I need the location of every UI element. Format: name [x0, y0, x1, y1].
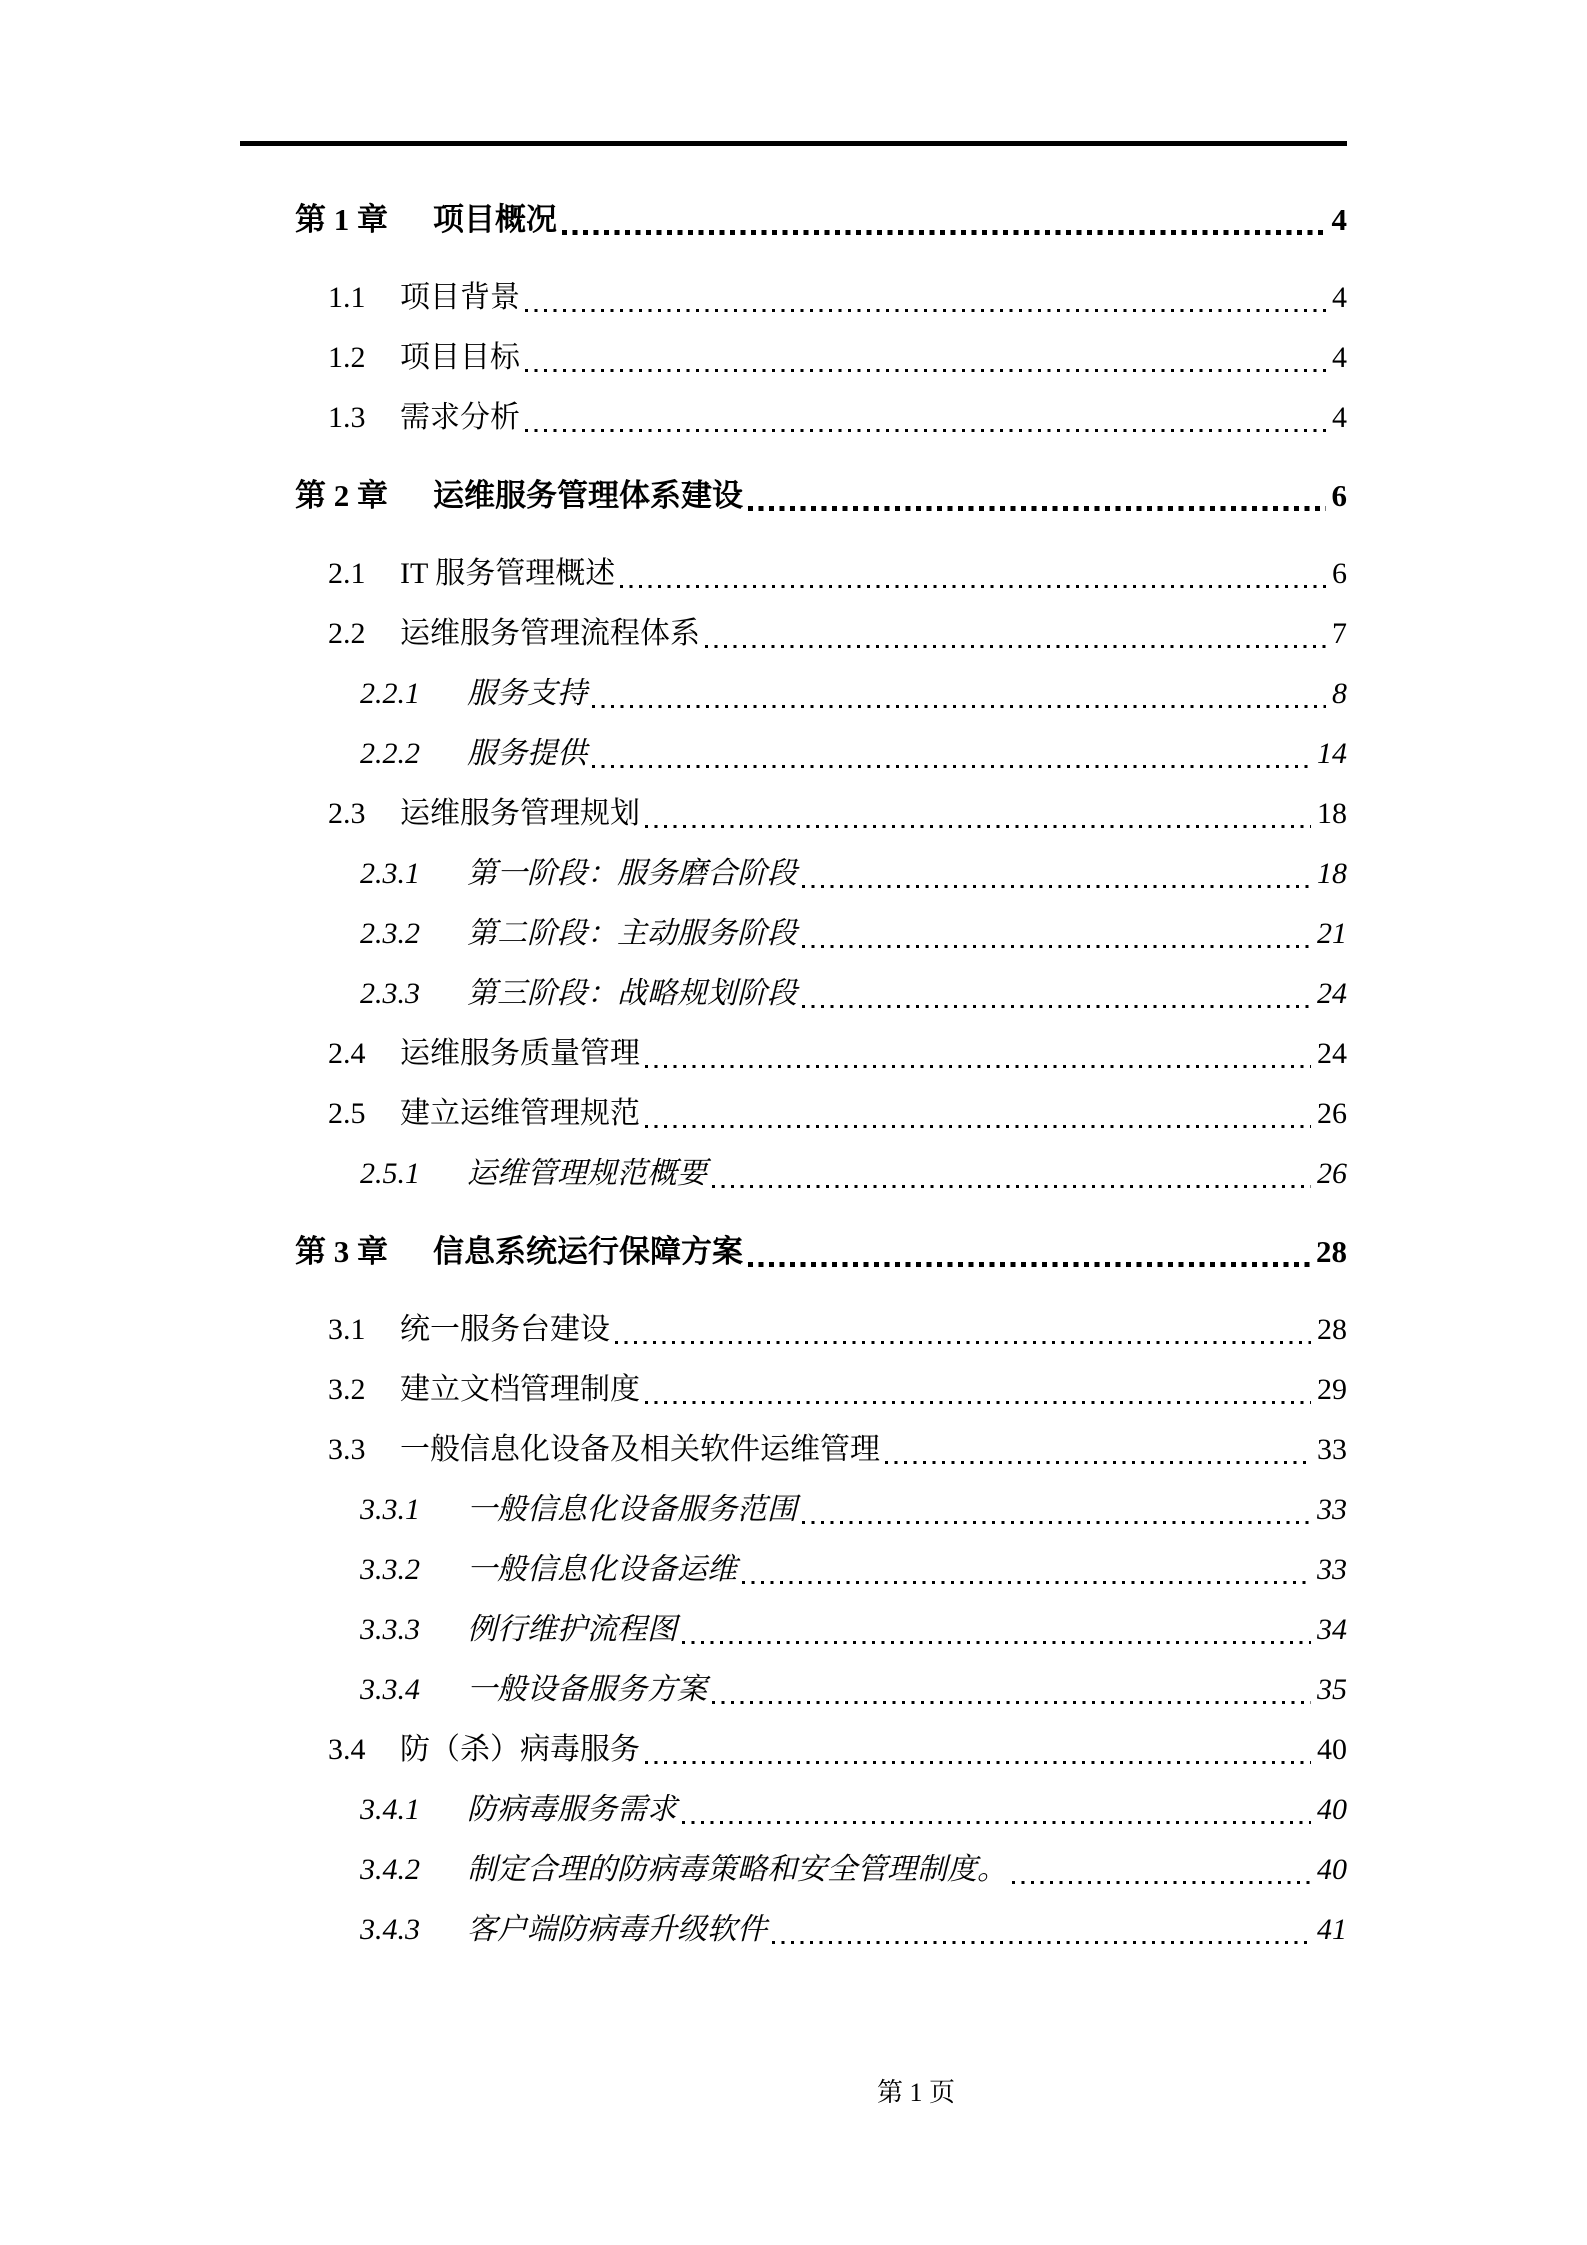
- toc-entry[interactable]: [240, 904, 1347, 964]
- toc-entry-page: 4: [1332, 341, 1347, 374]
- toc-entry-page: 24: [1317, 977, 1347, 1010]
- toc-entry-page: 4: [1331, 202, 1347, 237]
- toc-entry[interactable]: [240, 784, 1347, 844]
- toc-entry-number: 3.3.3: [360, 1613, 420, 1646]
- toc: [240, 172, 1347, 1960]
- toc-entry-page: 28: [1316, 1234, 1347, 1269]
- toc-entry-number: 第 3 章: [295, 1234, 388, 1269]
- toc-entry[interactable]: [240, 964, 1347, 1024]
- toc-leader-dots: [767, 1900, 1317, 1960]
- toc-entry[interactable]: [240, 1360, 1347, 1420]
- toc-entry[interactable]: [240, 328, 1347, 388]
- toc-entry-page: 34: [1317, 1613, 1347, 1646]
- toc-entry-page: 33: [1317, 1433, 1347, 1466]
- toc-entry-title: 防（杀）病毒服务: [400, 1733, 640, 1766]
- toc-entry[interactable]: [240, 1900, 1347, 1960]
- toc-entry[interactable]: [240, 1024, 1347, 1084]
- toc-entry-number: 3.1: [328, 1313, 366, 1346]
- toc-entry-title: 例行维护流程图: [467, 1613, 677, 1646]
- toc-entry-title: 建立运维管理规范: [400, 1097, 640, 1130]
- toc-entry-number: 3.3.4: [360, 1673, 420, 1706]
- toc-entry[interactable]: [240, 844, 1347, 904]
- toc-entry-number: 2.3: [328, 797, 366, 830]
- toc-entry-number: 2.3.3: [360, 977, 420, 1010]
- toc-entry-page: 40: [1317, 1733, 1347, 1766]
- toc-leader-dots: [797, 964, 1317, 1024]
- toc-entry-page: 18: [1317, 857, 1347, 890]
- toc-entry-title: 项目目标: [400, 341, 520, 374]
- toc-entry[interactable]: [240, 724, 1347, 784]
- toc-entry[interactable]: [240, 1600, 1347, 1660]
- toc-entry[interactable]: [240, 1222, 1347, 1282]
- toc-entry-title: IT 服务管理概述: [400, 557, 616, 590]
- toc-leader-dots: [640, 1720, 1317, 1780]
- toc-entry-title: 一般信息化设备服务范围: [467, 1493, 797, 1526]
- toc-leader-dots: [640, 1360, 1317, 1420]
- toc-entry-number: 2.3.2: [360, 917, 420, 950]
- toc-leader-dots: [737, 1540, 1317, 1600]
- toc-entry-number: 1.3: [328, 401, 366, 434]
- toc-entry[interactable]: [240, 1480, 1347, 1540]
- page-footer: 第 1 页: [877, 2078, 956, 2107]
- toc-entry-page: 24: [1317, 1037, 1347, 1070]
- toc-entry[interactable]: [240, 604, 1347, 664]
- toc-entry-number: 2.2: [328, 617, 366, 650]
- toc-entry-title: 一般设备服务方案: [467, 1673, 707, 1706]
- toc-entry-page: 28: [1317, 1313, 1347, 1346]
- toc-entry-page: 41: [1317, 1913, 1347, 1946]
- toc-entry-title: 信息系统运行保障方案: [433, 1234, 743, 1269]
- toc-entry-page: 7: [1332, 617, 1347, 650]
- toc-entry-page: 35: [1317, 1673, 1347, 1706]
- toc-entry-title: 运维服务管理体系建设: [433, 478, 743, 513]
- toc-leader-dots: [615, 544, 1332, 604]
- toc-entry-number: 2.4: [328, 1037, 366, 1070]
- toc-entry-number: 第 2 章: [295, 478, 388, 513]
- toc-entry-title: 项目背景: [400, 281, 520, 314]
- toc-entry-page: 26: [1317, 1157, 1347, 1190]
- toc-entry-page: 40: [1317, 1793, 1347, 1826]
- toc-entry-number: 3.3: [328, 1433, 366, 1466]
- toc-leader-dots: [640, 784, 1317, 844]
- toc-entry-number: 2.1: [328, 557, 366, 590]
- toc-entry-page: 6: [1332, 557, 1347, 590]
- toc-leader-dots: [1007, 1840, 1317, 1900]
- toc-entry-page: 33: [1317, 1493, 1347, 1526]
- toc-entry-number: 3.2: [328, 1373, 366, 1406]
- toc-entry-title: 一般信息化设备及相关软件运维管理: [400, 1433, 880, 1466]
- toc-leader-dots: [707, 1144, 1317, 1204]
- toc-leader-dots: [640, 1084, 1317, 1144]
- toc-entry[interactable]: [240, 1300, 1347, 1360]
- toc-entry-number: 1.1: [328, 281, 366, 314]
- toc-entry-title: 运维管理规范概要: [467, 1157, 707, 1190]
- toc-entry[interactable]: [240, 1144, 1347, 1204]
- toc-entry-title: 运维服务质量管理: [400, 1037, 640, 1070]
- toc-entry[interactable]: [240, 1780, 1347, 1840]
- toc-entry[interactable]: [240, 268, 1347, 328]
- toc-leader-dots: [797, 844, 1317, 904]
- header-rule: [240, 141, 1347, 146]
- toc-entry-number: 2.3.1: [360, 857, 420, 890]
- toc-entry-page: 40: [1317, 1853, 1347, 1886]
- toc-entry-title: 运维服务管理流程体系: [400, 617, 700, 650]
- toc-entry-page: 14: [1317, 737, 1347, 770]
- toc-entry[interactable]: [240, 1840, 1347, 1900]
- toc-entry[interactable]: [240, 1660, 1347, 1720]
- toc-entry-number: 2.5: [328, 1097, 366, 1130]
- toc-entry[interactable]: [240, 388, 1347, 448]
- toc-leader-dots: [520, 268, 1332, 328]
- toc-entry-page: 18: [1317, 797, 1347, 830]
- toc-entry-title: 项目概况: [433, 202, 557, 237]
- toc-entry-title: 客户端防病毒升级软件: [467, 1913, 767, 1946]
- toc-leader-dots: [677, 1600, 1317, 1660]
- toc-leader-dots: [557, 190, 1332, 250]
- toc-entry-number: 1.2: [328, 341, 366, 374]
- toc-leader-dots: [610, 1300, 1317, 1360]
- toc-entry-title: 第二阶段：主动服务阶段: [467, 917, 797, 950]
- toc-entry-page: 4: [1332, 401, 1347, 434]
- toc-leader-dots: [587, 724, 1317, 784]
- toc-entry-number: 3.3.1: [360, 1493, 420, 1526]
- toc-entry[interactable]: [240, 1540, 1347, 1600]
- toc-entry-number: 3.4.2: [360, 1853, 420, 1886]
- toc-entry-number: 3.4.3: [360, 1913, 420, 1946]
- toc-leader-dots: [520, 388, 1332, 448]
- toc-entry-title: 服务提供: [467, 737, 587, 770]
- toc-entry-page: 4: [1332, 281, 1347, 314]
- toc-entry[interactable]: [240, 664, 1347, 724]
- toc-entry-title: 需求分析: [400, 401, 520, 434]
- toc-entry-number: 3.3.2: [360, 1553, 420, 1586]
- toc-entry-page: 29: [1317, 1373, 1347, 1406]
- toc-leader-dots: [677, 1780, 1317, 1840]
- toc-entry-page: 21: [1317, 917, 1347, 950]
- toc-entry-number: 2.5.1: [360, 1157, 420, 1190]
- toc-entry[interactable]: [240, 544, 1347, 604]
- toc-entry-title: 制定合理的防病毒策略和安全管理制度。: [467, 1853, 1007, 1886]
- toc-entry-page: 33: [1317, 1553, 1347, 1586]
- toc-leader-dots: [587, 664, 1332, 724]
- toc-entry-number: 第 1 章: [295, 202, 388, 237]
- toc-entry-title: 第三阶段：战略规划阶段: [467, 977, 797, 1010]
- toc-entry-number: 2.2.2: [360, 737, 420, 770]
- toc-leader-dots: [743, 466, 1332, 526]
- toc-entry[interactable]: [240, 1420, 1347, 1480]
- toc-leader-dots: [743, 1222, 1316, 1282]
- toc-leader-dots: [640, 1024, 1317, 1084]
- toc-entry-page: 8: [1332, 677, 1347, 710]
- toc-entry-title: 运维服务管理规划: [400, 797, 640, 830]
- toc-entry-title: 统一服务台建设: [400, 1313, 610, 1346]
- toc-entry[interactable]: [240, 190, 1347, 250]
- toc-leader-dots: [880, 1420, 1317, 1480]
- toc-leader-dots: [520, 328, 1332, 388]
- toc-entry-title: 第一阶段：服务磨合阶段: [467, 857, 797, 890]
- toc-entry[interactable]: [240, 1084, 1347, 1144]
- toc-entry-number: 3.4: [328, 1733, 366, 1766]
- toc-entry[interactable]: [240, 466, 1347, 526]
- toc-entry-title: 防病毒服务需求: [467, 1793, 677, 1826]
- toc-entry-title: 服务支持: [467, 677, 587, 710]
- toc-entry[interactable]: [240, 1720, 1347, 1780]
- toc-entry-page: 6: [1331, 478, 1347, 513]
- toc-leader-dots: [797, 1480, 1317, 1540]
- toc-leader-dots: [700, 604, 1332, 664]
- toc-leader-dots: [707, 1660, 1317, 1720]
- toc-entry-title: 一般信息化设备运维: [467, 1553, 737, 1586]
- toc-leader-dots: [797, 904, 1317, 964]
- toc-entry-page: 26: [1317, 1097, 1347, 1130]
- toc-entry-number: 2.2.1: [360, 677, 420, 710]
- toc-entry-number: 3.4.1: [360, 1793, 420, 1826]
- toc-entry-title: 建立文档管理制度: [400, 1373, 640, 1406]
